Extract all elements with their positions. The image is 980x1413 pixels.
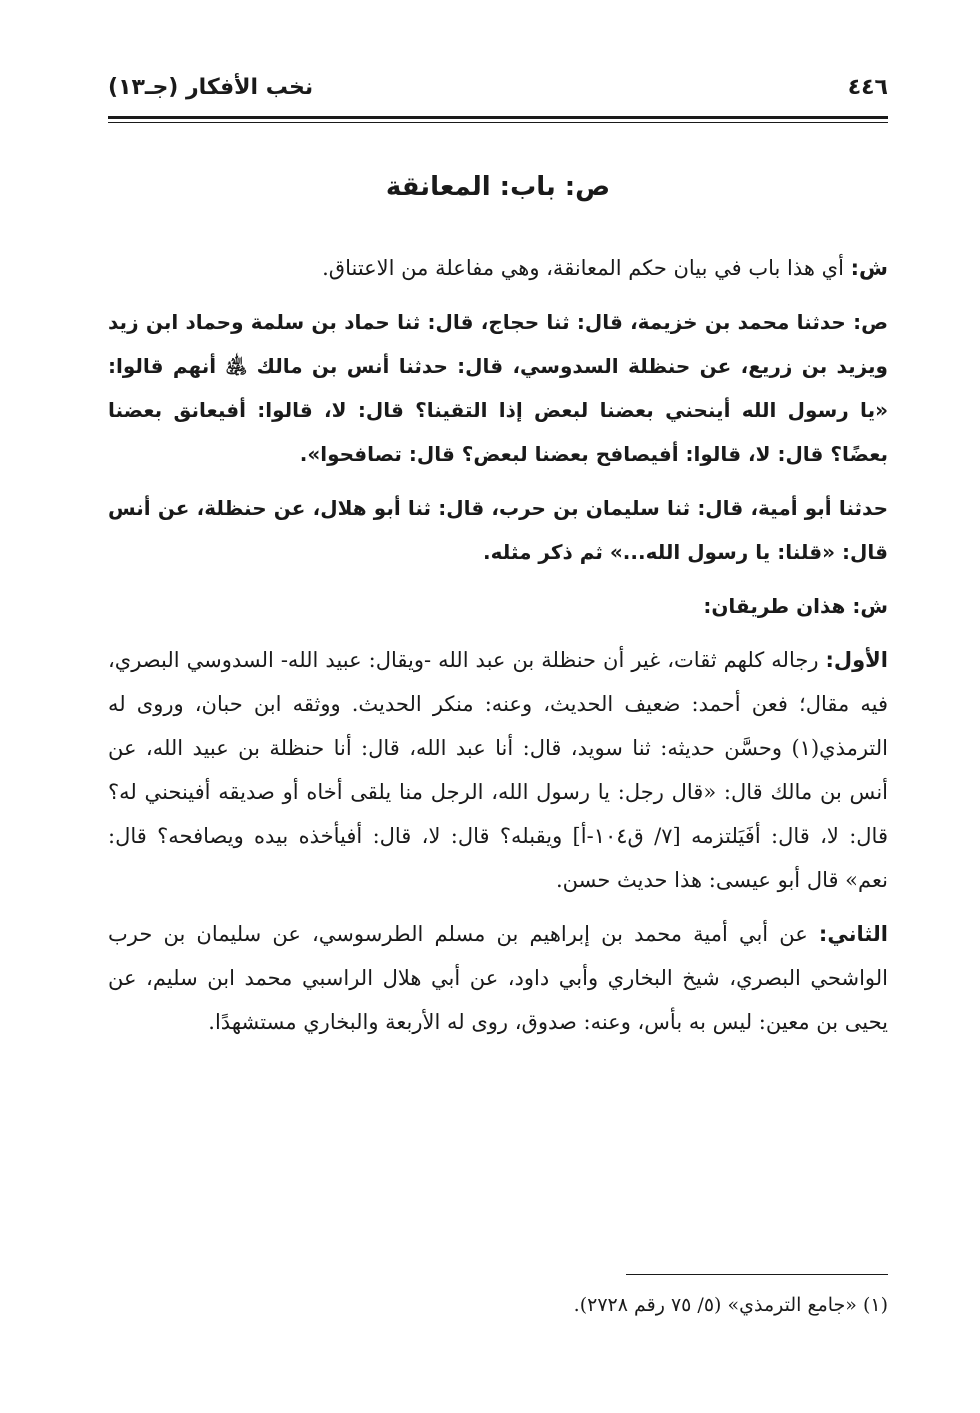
header-rule-thin [108, 122, 888, 123]
paragraph-text: عن أبي أمية محمد بن إبراهيم بن مسلم الطرسوسي، عن سليمان بن حرب الواشحي البصري، شيخ البخاري وأبي داود، عن أبي هلال الراسبي محمد ابن سليم، عن يحيى بن معين: ليس به بأس، وعنه: صدوق، روى له الأربعة والبخاري مستشهدًا. [108, 922, 888, 1034]
running-header [108, 66, 888, 110]
paragraph-text: هذان طريقان: [703, 594, 853, 618]
footnote-rule [626, 1274, 888, 1275]
paragraph-text: حدثنا أبو أمية، قال: ثنا سليمان بن حرب، قال: ثنا أبو هلال، عن حنظلة، عن أنس قال: «قلنا: يا رسول الله...» ثم ذكر مثله. [108, 496, 888, 564]
paragraph-lead: ش: [850, 256, 888, 280]
header-rule-thick [108, 116, 888, 119]
paragraph-hadith-2 [108, 486, 888, 574]
paragraph-commentary-heading [108, 584, 888, 628]
paragraph-lead: الأول: [825, 648, 888, 672]
paragraph-second-chain [108, 912, 888, 1044]
paragraph-text: أي هذا باب في بيان حكم المعانقة، وهي مفاعلة من الاعتناق. [322, 256, 851, 280]
book-page [108, 66, 888, 1366]
paragraph-text: حدثنا محمد بن خزيمة، قال: ثنا حجاج، قال: ثنا حماد بن سلمة وحماد ابن زيد ويزيد بن زريع، عن حنظلة السدوسي، قال: حدثنا أنس بن مالك ﵁ أنهم قالوا: «يا رسول الله أينحني بعضنا لبعض إذا التقينا؟ قال: لا، قالوا: أفيعانق بعضنا بعضًا؟ قال: لا، قالوا: أفيصافح بعضنا لبعض؟ قال: تصافحوا». [108, 310, 888, 466]
page-number: ٤٤٦ [847, 75, 888, 100]
paragraph-lead: ش: [852, 594, 888, 618]
paragraph-hadith-1 [108, 300, 888, 476]
footnote: (١) «جامع الترمذي» (٥/ ٧٥ رقم ٢٧٢٨). [573, 1294, 888, 1316]
paragraph-text: رجاله كلهم ثقات، غير أن حنظلة بن عبد الله -ويقال: عبيد الله- السدوسي البصري، فيه مقال؛ فعن أحمد: ضعيف الحديث، وعنه: منكر الحديث. ووثقه ابن حبان، وروى له الترمذي(١) وحسَّن حديثه: ثنا سويد، قال: أنا عبد الله، قال: أنا حنظلة بن عبيد الله، عن أنس بن مالك قال: «قال رجل: يا رسول الله، الرجل منا يلقى أخاه أو صديقه أفينحني له؟ قال: لا، قال: أفَيَلتزمه [٧/ ق١٠٤-أ] ويقبله؟ قال: لا، قال: أفيأخذه بيده ويصافحه؟ قال: نعم» قال أبو عيسى: هذا حديث حسن. [108, 648, 888, 892]
paragraph-lead: ص: [853, 310, 888, 334]
paragraph-first-chain [108, 638, 888, 902]
paragraph-intro [108, 246, 888, 290]
body-text [108, 246, 888, 1054]
paragraph-lead: الثاني: [818, 922, 888, 946]
book-title: نخب الأفكار (جـ١٣) [108, 75, 314, 100]
chapter-title: ص: باب: المعانقة [385, 172, 611, 202]
